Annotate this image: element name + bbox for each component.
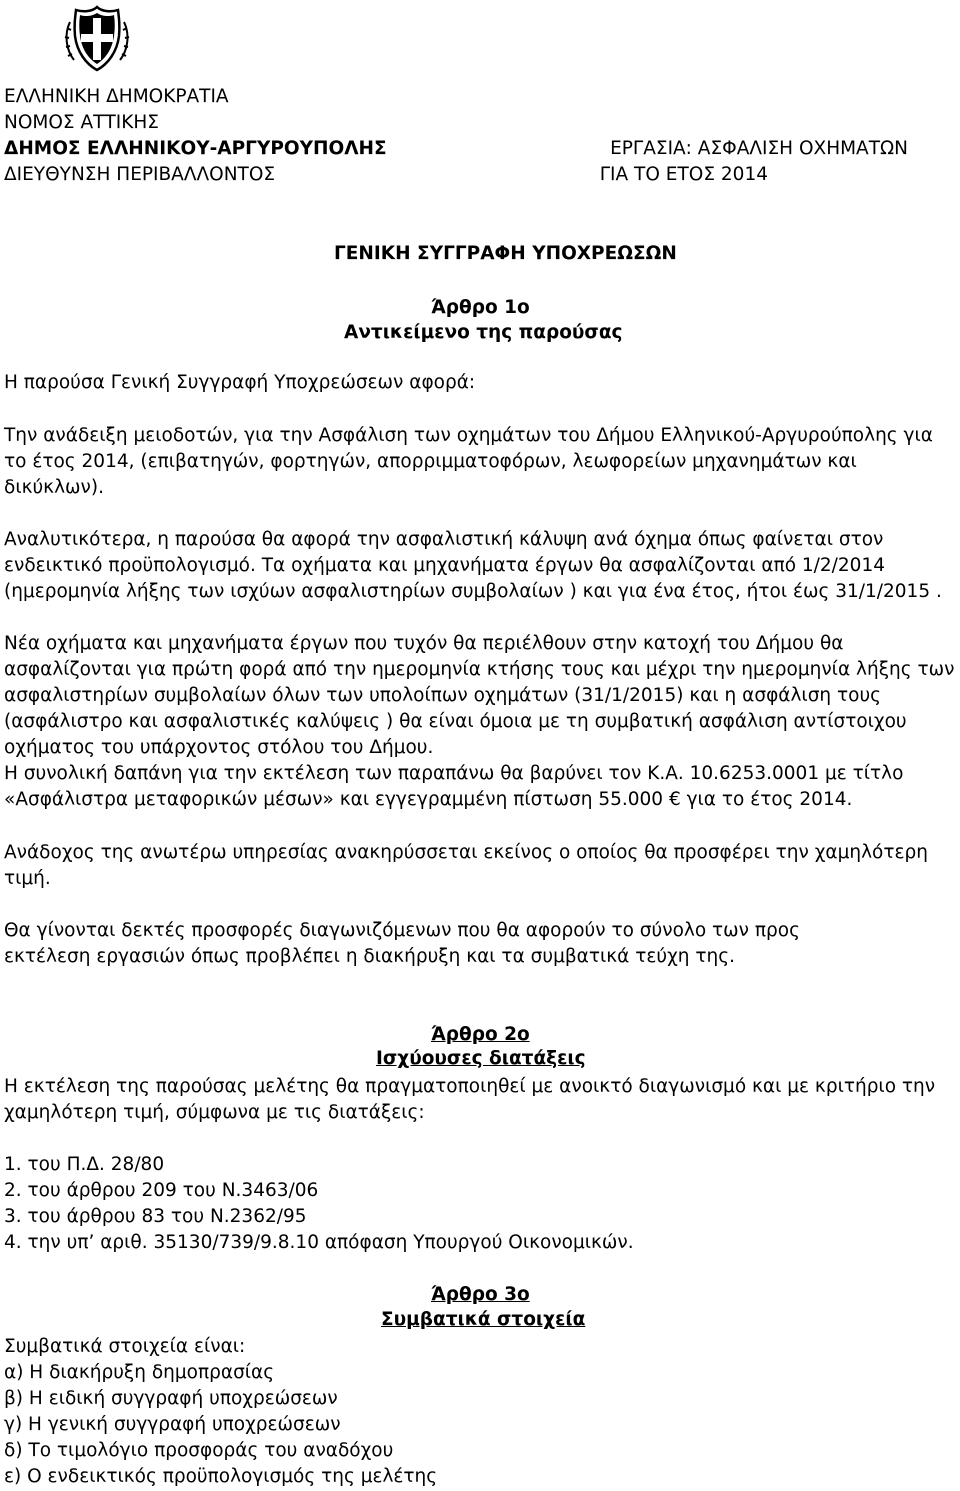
paragraph-line: Την ανάδειξη μειοδοτών, για την Ασφάλιση των οχημάτων του Δήμου Ελληνικού-Αργυρούπολης για <box>4 425 933 446</box>
paragraph-line: Αναλυτικότερα, η παρούσα θα αφορά την ασφαλιστική κάλυψη ανά όχημα όπως φαίνεται στον <box>4 529 884 550</box>
list-item: α) Η διακήρυξη δημοπρασίας <box>4 1362 275 1383</box>
paragraph-line: Νέα οχήματα και μηχανήματα έργων που τυχόν θα περιέλθουν στην κατοχή του Δήμου θα <box>4 633 844 654</box>
paragraph-line: τιμή. <box>4 868 51 889</box>
article1-paragraph-4 <box>4 840 956 892</box>
article3-list <box>4 1334 956 1490</box>
header-row-1 <box>4 84 956 110</box>
article1-title: Αντικείμενο της παρούσας <box>344 322 623 343</box>
article2-number: Άρθρο 2ο <box>431 1024 530 1045</box>
paragraph-line: (ημερομηνία λήξης των ισχύων ασφαλιστηρίων συμβολαίων ) και για ένα έτος, ήτοι έως 31/1/2015 . <box>4 581 942 602</box>
paragraph-line: Ανάδοχος της ανωτέρω υπηρεσίας ανακηρύσσεται εκείνος ο οποίος θα προσφέρει την χαμηλότερη <box>4 842 928 863</box>
article1-paragraph-1 <box>4 423 956 501</box>
header-department: ΔΙΕΥΘΥΝΣΗ ΠΕΡΙΒΑΛΛΟΝΤΟΣ <box>4 164 276 185</box>
header-prefecture: ΝΟΜΟΣ ΑΤΤΙΚΗΣ <box>4 112 159 133</box>
list-item: β) Η ειδική συγγραφή υποχρεώσεων <box>4 1388 338 1409</box>
paragraph-line: δικύκλων). <box>4 477 104 498</box>
article1-intro: Η παρούσα Γενική Συγγραφή Υποχρεώσεων αφορά: <box>4 372 476 393</box>
header-row-3 <box>4 136 956 162</box>
article1-paragraph-3 <box>4 631 956 813</box>
article2-provisions-list <box>4 1152 956 1256</box>
paragraph-line: εκτέλεση εργασιών όπως προβλέπει η διακήρυξη και τα συμβατικά τεύχη της. <box>4 946 735 967</box>
paragraph-line: οχήματος του υπάρχοντος στόλου του Δήμου. <box>4 737 434 758</box>
list-item: 4. την υπ’ αριθ. 35130/739/9.8.10 απόφαση Υπουργού Οικονομικών. <box>4 1232 634 1253</box>
article3-intro: Συμβατικά στοιχεία είναι: <box>4 1336 246 1357</box>
header-year: ΓΙΑ ΤΟ ΕΤΟΣ 2014 <box>599 164 768 185</box>
document-header <box>4 84 956 188</box>
list-item: ε) Ο ενδεικτικός προϋπολογισμός της μελέτης <box>4 1466 438 1487</box>
paragraph-line: χαμηλότερη τιμή, σύμφωνα με τις διατάξεις: <box>4 1102 425 1123</box>
paragraph-line: Θα γίνονται δεκτές προσφορές διαγωνιζόμενων που θα αφορούν το σύνολο των προς <box>4 920 800 941</box>
paragraph-line: ασφαλίζονται για πρώτη φορά από την ημερομηνία κτήσης τους και μέχρι την ημερομηνία λήξης των <box>4 659 955 680</box>
list-item: δ) Το τιμολόγιο προσφοράς του αναδόχου <box>4 1440 394 1461</box>
paragraph-line: ενδεικτικό προϋπολογισμό. Τα οχήματα και μηχανήματα έργων θα ασφαλίζονται από 1/2/2014 <box>4 555 885 576</box>
document-title: ΓΕΝΙΚΗ ΣΥΓΓΡΑΦΗ ΥΠΟΧΡΕΩΣΩΝ <box>334 243 677 264</box>
article2-intro <box>4 1074 956 1126</box>
article3-title: Συμβατικά στοιχεία <box>381 1309 586 1330</box>
article2-title: Ισχύουσες διατάξεις <box>376 1048 586 1069</box>
paragraph-line: (ασφάλιστρο και ασφαλιστικές καλύψεις ) θα είναι όμοια με τη συμβατική ασφάλιση αντίστοιχου <box>4 711 907 732</box>
header-municipality: ΔΗΜΟΣ ΕΛΛΗΝΙΚΟΥ-ΑΡΓΥΡΟΥΠΟΛΗΣ <box>4 138 387 159</box>
header-state: ΕΛΛΗΝΙΚΗ ΔΗΜΟΚΡΑΤΙΑ <box>4 86 229 107</box>
header-project: ΕΡΓΑΣΙΑ: ΑΣΦΑΛΙΣΗ ΟΧΗΜΑΤΩΝ <box>610 138 908 159</box>
article1-paragraph-2 <box>4 527 956 605</box>
list-item: 2. του άρθρου 209 του Ν.3463/06 <box>4 1180 319 1201</box>
paragraph-line: Η συνολική δαπάνη για την εκτέλεση των παραπάνω θα βαρύνει τον Κ.Α. 10.6253.0001 με τίτλο <box>4 763 904 784</box>
paragraph-line: ασφαλιστηρίων συμβολαίων όλων των υπολοίπων οχημάτων (31/1/2015) και η ασφάλιση τους <box>4 685 882 706</box>
paragraph-line: το έτος 2014, (επιβατηγών, φορτηγών, απορριμματοφόρων, λεωφορείων μηχανημάτων και <box>4 451 857 472</box>
article1-number: Άρθρο 1ο <box>431 297 530 318</box>
list-item: γ) Η γενική συγγραφή υποχρεώσεων <box>4 1414 341 1435</box>
header-row-2 <box>4 110 956 136</box>
greek-coat-of-arms-emblem <box>62 4 132 74</box>
header-row-4 <box>4 162 956 188</box>
article1-paragraph-5 <box>4 918 956 970</box>
paragraph-line: «Ασφάλιστρα μεταφορικών μέσων» και εγγεγραμμένη πίστωση 55.000 € για το έτος 2014. <box>4 789 853 810</box>
list-item: 3. του άρθρου 83 του Ν.2362/95 <box>4 1206 307 1227</box>
list-item: 1. του Π.Δ. 28/80 <box>4 1154 165 1175</box>
article3-number: Άρθρο 3ο <box>431 1284 530 1305</box>
paragraph-line: Η εκτέλεση της παρούσας μελέτης θα πραγματοποιηθεί με ανοικτό διαγωνισμό και με κριτήριο την <box>4 1076 936 1097</box>
